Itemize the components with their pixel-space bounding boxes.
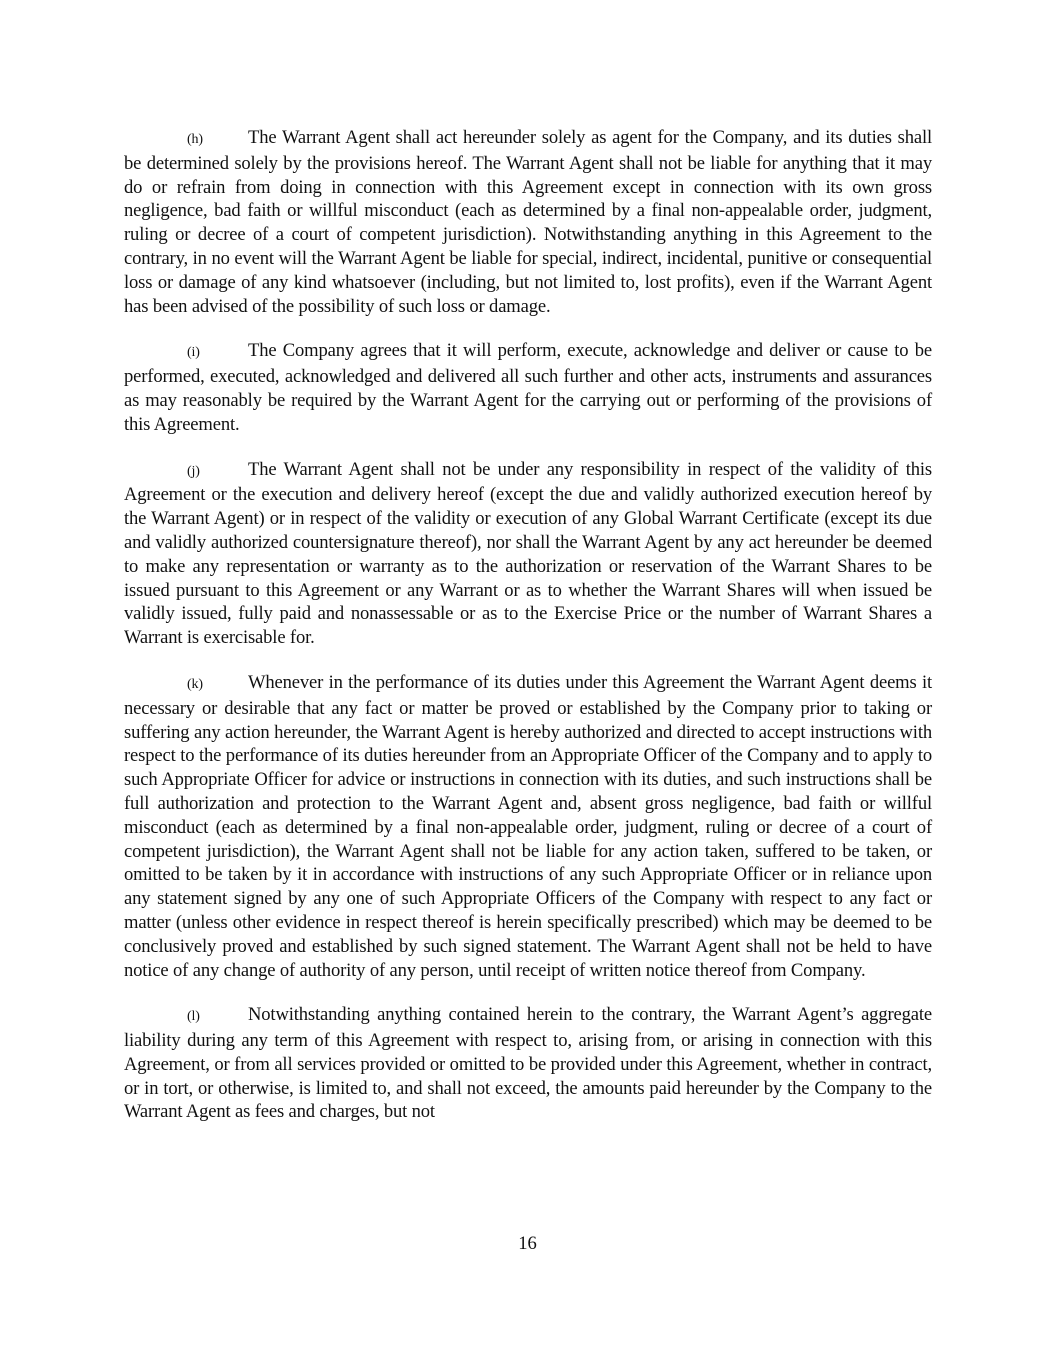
paragraph-marker: (l): [187, 1009, 200, 1025]
paragraph-l: [124, 1003, 932, 1124]
paragraph-text: Whenever in the performance of its duties under this Agreement the Warrant Agent deems it necessary or desirable that any fact or matter be proved or established by the Company prior to taking or suffering any action hereunder, the Warrant Agent is hereby authorized and directed to accept instructions with respect to the performance of its duties hereunder from an Appropriate Officer of the Company and to apply to such Appropriate Officer for advice or instructions in connection with its duties, and such instructions shall be full authorization and protection to the Warrant Agent and, absent gross negligence, bad faith or willful misconduct (each as determined by a final non-appealable order, judgment, ruling or decree of a court of competent jurisdiction), the Warrant Agent shall not be liable for any action taken, suffered to be taken, or omitted to be taken by it in accordance with instructions of any such Appropriate Officer or in reliance upon any statement signed by any one of such Appropriate Officers of the Company with respect to any fact or matter (unless other evidence in respect thereof is herein specifically prescribed) which may be deemed to be conclusively proved and established by such signed statement. The Warrant Agent shall not be held to have notice of any change of authority of any person, until receipt of written notice thereof from Company.: [124, 671, 932, 981]
paragraph-text: The Company agrees that it will perform, execute, acknowledge and deliver or cause to be performed, executed, acknowledged and delivered all such further and other acts, instruments and assurances as may reasonably be required by the Warrant Agent for the carrying out or performing of the provisions of this Agreement.: [124, 340, 932, 435]
paragraph-marker: (k): [187, 676, 203, 692]
paragraph-k: [124, 671, 932, 982]
paragraph-text: The Warrant Agent shall act hereunder solely as agent for the Company, and its duties shall be determined solely by the provisions hereof. The Warrant Agent shall not be liable for anything that it may do or refrain from doing in connection with this Agreement except in connection with its own gross negligence, bad faith or willful misconduct (each as determined by a final non-appealable order, judgment, ruling or decree of a court of competent jurisdiction). Notwithstanding anything in this Agreement to the contrary, in no event will the Warrant Agent be liable for special, indirect, incidental, punitive or consequential loss or damage of any kind whatsoever (including, but not limited to, lost profits), even if the Warrant Agent has been advised of the possibility of such loss or damage.: [124, 127, 932, 317]
paragraph-h: [124, 126, 932, 318]
paragraph-i: [124, 339, 932, 436]
paragraph-text: The Warrant Agent shall not be under any responsibility in respect of the validity of this Agreement or the execution and delivery hereof (except the due and validly authorized execution hereof by the Warrant Agent) or in respect of the validity or execution of any Global Warrant Certificate (except its due and validly authorized countersignature thereof), nor shall the Warrant Agent by any act hereunder be deemed to make any representation or warranty as to the authorization or reservation of the Warrant Shares to be issued pursuant to this Agreement or any Warrant or as to whether the Warrant Shares will when issued be validly issued, fully paid and nonassessable or as to the Exercise Price or the number of Warrant Shares a Warrant is exercisable for.: [124, 458, 932, 649]
paragraph-text: Notwithstanding anything contained herein to the contrary, the Warrant Agent’s aggregate liability during any term of this Agreement with respect to, arising from, or arising in connection with this Agreement, or from all services provided or omitted to be provided under this Agreement, whether in contract, or in tort, or otherwise, is limited to, and shall not exceed, the amounts paid hereunder by the Company to the Warrant Agent as fees and charges, but not: [124, 1004, 932, 1123]
paragraph-marker: (h): [187, 132, 203, 147]
paragraph-j: [124, 458, 932, 650]
page-number: 16: [518, 1233, 537, 1254]
document-page: [124, 126, 932, 1145]
paragraph-marker: (j): [187, 463, 200, 479]
paragraph-marker: (i): [187, 345, 200, 361]
